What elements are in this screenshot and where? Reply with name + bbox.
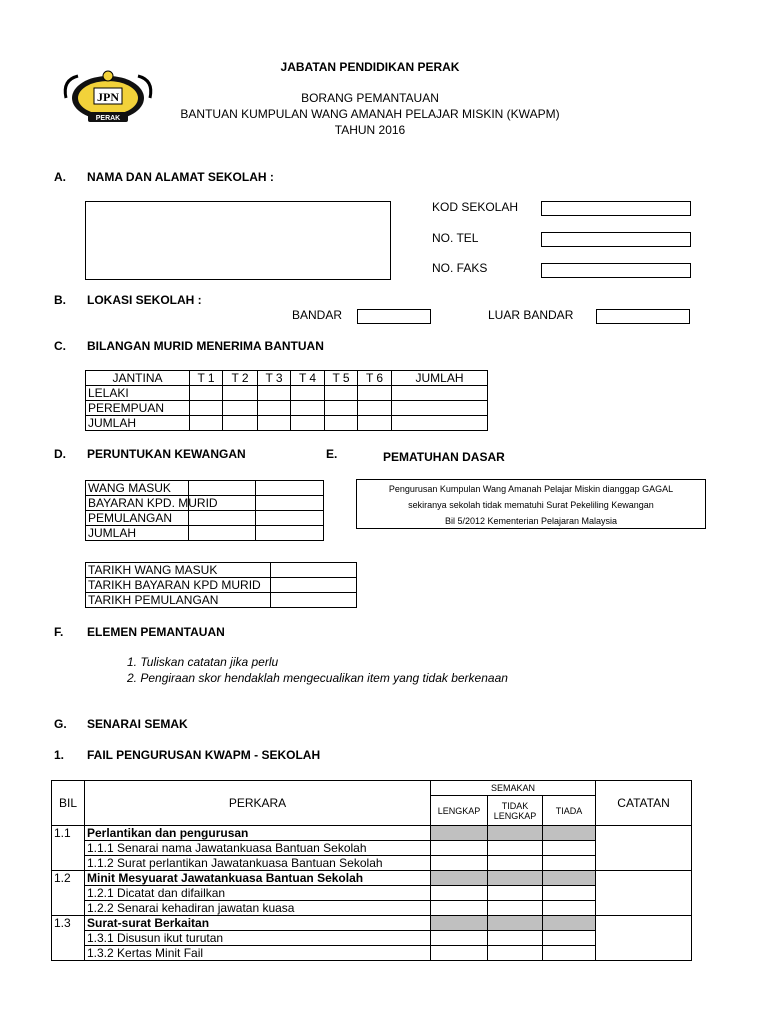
check-cell[interactable] <box>488 901 543 916</box>
check-cell[interactable] <box>543 856 596 871</box>
input-cell[interactable] <box>291 401 325 416</box>
no-tel-field[interactable] <box>541 232 691 247</box>
check-cell[interactable] <box>431 946 488 961</box>
luar-bandar-checkbox[interactable] <box>596 309 690 324</box>
table-row <box>52 856 692 871</box>
instruction-1: 1. Tuliskan catatan jika perlu <box>127 655 279 669</box>
section-c-title: BILANGAN MURID MENERIMA BANTUAN <box>87 339 324 353</box>
input-cell[interactable] <box>258 416 291 431</box>
section-f-letter: F. <box>54 625 64 639</box>
table-row <box>86 578 357 593</box>
item-label: 1.3.2 Kertas Minit Fail <box>85 946 431 961</box>
group-number: 1.2 <box>52 871 85 916</box>
input-cell[interactable] <box>223 386 258 401</box>
col-t1: T 1 <box>190 371 223 386</box>
check-cell <box>488 826 543 841</box>
input-cell[interactable] <box>325 386 358 401</box>
section-a-title: NAMA DAN ALAMAT SEKOLAH : <box>87 170 274 184</box>
col-tidak-lengkap <box>488 796 543 826</box>
table-row <box>86 416 488 431</box>
check-cell <box>488 871 543 886</box>
checklist-table <box>51 780 692 961</box>
input-cell[interactable] <box>256 481 324 496</box>
input-cell[interactable] <box>358 416 392 431</box>
check-cell <box>431 826 488 841</box>
check-cell[interactable] <box>431 841 488 856</box>
check-cell[interactable] <box>543 886 596 901</box>
policy-note-line-3: Bil 5/2012 Kementerian Pelajaran Malaysia <box>444 516 618 526</box>
input-cell[interactable] <box>256 511 324 526</box>
col-perkara: PERKARA <box>85 781 431 826</box>
check-cell <box>488 916 543 931</box>
svg-text:PERAK: PERAK <box>95 115 121 122</box>
col-t2: T 2 <box>223 371 258 386</box>
item-label: 1.2.1 Dicatat dan difailkan <box>85 886 431 901</box>
policy-note-line-2: sekiranya sekolah tidak mematuhi Surat Pekeliling Kewangan <box>408 500 654 510</box>
students-table <box>85 370 488 431</box>
policy-note-line-1: Pengurusan Kumpulan Wang Amanah Pelajar Miskin dianggap GAGAL <box>388 484 674 494</box>
section-c-letter: C. <box>54 339 66 353</box>
check-cell[interactable] <box>488 841 543 856</box>
item-label: 1.1.1 Senarai nama Jawatankuasa Bantuan Sekolah <box>85 841 431 856</box>
input-cell[interactable] <box>190 401 223 416</box>
form-title-2: BANTUAN KUMPULAN WANG AMANAH PELAJAR MISKIN (KWAPM) <box>180 107 560 121</box>
input-cell[interactable] <box>271 593 357 608</box>
section-e-title: PEMATUHAN DASAR <box>383 450 505 464</box>
input-cell[interactable] <box>189 526 256 541</box>
students-header-row <box>86 371 488 386</box>
table-row <box>86 481 324 496</box>
input-cell[interactable] <box>190 416 223 431</box>
kod-sekolah-field[interactable] <box>541 201 691 216</box>
input-cell[interactable] <box>392 416 488 431</box>
svg-text:JPN: JPN <box>97 90 119 104</box>
table-row <box>86 511 324 526</box>
input-cell[interactable] <box>258 386 291 401</box>
section-f-title: ELEMEN PEMANTAUAN <box>87 625 225 639</box>
table-row <box>86 386 488 401</box>
check-cell <box>543 871 596 886</box>
section-e-letter: E. <box>326 447 338 461</box>
check-cell[interactable] <box>488 856 543 871</box>
row-label: TARIKH PEMULANGAN <box>86 593 271 608</box>
row-label: PEMULANGAN <box>86 511 189 526</box>
table-row <box>86 526 324 541</box>
table-row <box>86 563 357 578</box>
col-tidak-text: TIDAK <box>501 800 529 811</box>
section-d-letter: D. <box>54 447 66 461</box>
table-row <box>52 841 692 856</box>
check-cell[interactable] <box>543 946 596 961</box>
col-t6: T 6 <box>358 371 392 386</box>
col-semakan: SEMAKAN <box>431 781 596 796</box>
input-cell[interactable] <box>223 416 258 431</box>
row-label: WANG MASUK <box>86 481 189 496</box>
form-title-1: BORANG PEMANTAUAN <box>301 91 439 105</box>
dates-table <box>85 562 357 608</box>
input-cell[interactable] <box>190 386 223 401</box>
section-a-letter: A. <box>54 170 66 184</box>
col-t5: T 5 <box>325 371 358 386</box>
table-row <box>52 916 692 931</box>
row-label: TARIKH BAYARAN KPD MURID <box>86 578 271 593</box>
group-title: Minit Mesyuarat Jawatankuasa Bantuan Sekolah <box>85 871 431 886</box>
input-cell[interactable] <box>189 481 256 496</box>
input-cell[interactable] <box>291 416 325 431</box>
check-cell[interactable] <box>543 901 596 916</box>
input-cell[interactable] <box>256 496 324 511</box>
luar-bandar-label: LUAR BANDAR <box>488 308 574 322</box>
col-jumlah: JUMLAH <box>392 371 488 386</box>
section-b-title: LOKASI SEKOLAH : <box>87 293 202 307</box>
table-row <box>52 931 692 946</box>
col-tiada: TIADA <box>543 796 596 826</box>
input-cell[interactable] <box>256 526 324 541</box>
input-cell[interactable] <box>325 416 358 431</box>
no-faks-label: NO. FAKS <box>432 261 488 275</box>
check-cell[interactable] <box>543 841 596 856</box>
col-lengkap: LENGKAP <box>431 796 488 826</box>
section-d-title: PERUNTUKAN KEWANGAN <box>87 447 246 461</box>
no-tel-label: NO. TEL <box>432 231 479 245</box>
col-jantina: JANTINA <box>86 371 190 386</box>
input-cell[interactable] <box>358 401 392 416</box>
item-label: 1.1.2 Surat perlantikan Jawatankuasa Bantuan Sekolah <box>85 856 431 871</box>
group-number: 1.1 <box>52 826 85 871</box>
section-g-letter: G. <box>54 717 67 731</box>
row-label: LELAKI <box>86 386 190 401</box>
col-t4: T 4 <box>291 371 325 386</box>
table-row <box>52 901 692 916</box>
policy-note-box <box>356 479 706 529</box>
section-b-letter: B. <box>54 293 66 307</box>
input-cell[interactable] <box>291 386 325 401</box>
catatan-cell[interactable] <box>596 826 692 871</box>
row-label: PEREMPUAN <box>86 401 190 416</box>
col-bil: BIL <box>52 781 85 826</box>
dept-title: JABATAN PENDIDIKAN PERAK <box>280 60 460 74</box>
bandar-checkbox[interactable] <box>357 309 431 324</box>
instruction-2: 2. Pengiraan skor hendaklah mengecualikan item yang tidak berkenaan <box>127 671 508 685</box>
check-cell[interactable] <box>431 886 488 901</box>
check-cell[interactable] <box>431 901 488 916</box>
section-g-title: SENARAI SEMAK <box>87 717 188 731</box>
kod-sekolah-label: KOD SEKOLAH <box>432 200 519 214</box>
check-cell <box>543 916 596 931</box>
table-row <box>52 871 692 886</box>
col-catatan: CATATAN <box>596 781 692 826</box>
group-title: Surat-surat Berkaitan <box>85 916 431 931</box>
row-label: BAYARAN KPD. MURID <box>86 496 189 511</box>
input-cell[interactable] <box>271 563 357 578</box>
check-cell[interactable] <box>488 931 543 946</box>
check-cell <box>543 826 596 841</box>
check-cell[interactable] <box>431 856 488 871</box>
subsection-1-number: 1. <box>54 748 65 762</box>
check-cell[interactable] <box>431 931 488 946</box>
check-cell <box>431 916 488 931</box>
catatan-cell[interactable] <box>596 871 692 916</box>
subsection-1-title: FAIL PENGURUSAN KWAPM - SEKOLAH <box>87 748 321 762</box>
row-label: JUMLAH <box>86 526 189 541</box>
item-label: 1.2.2 Senarai kehadiran jawatan kuasa <box>85 901 431 916</box>
catatan-cell[interactable] <box>596 916 692 961</box>
no-faks-field[interactable] <box>541 263 691 278</box>
row-label: JUMLAH <box>86 416 190 431</box>
check-cell[interactable] <box>543 931 596 946</box>
check-cell <box>431 871 488 886</box>
check-cell[interactable] <box>488 946 543 961</box>
item-label: 1.3.1 Disusun ikut turutan <box>85 931 431 946</box>
input-cell[interactable] <box>325 401 358 416</box>
form-title-3: TAHUN 2016 <box>334 123 406 137</box>
table-row <box>86 496 324 511</box>
input-cell[interactable] <box>223 401 258 416</box>
table-row <box>52 886 692 901</box>
check-cell[interactable] <box>488 886 543 901</box>
input-cell[interactable] <box>358 386 392 401</box>
row-label: TARIKH WANG MASUK <box>86 563 271 578</box>
group-title: Perlantikan dan pengurusan <box>85 826 431 841</box>
table-row <box>86 401 488 416</box>
bandar-label: BANDAR <box>292 308 343 322</box>
input-cell[interactable] <box>392 401 488 416</box>
school-address-box[interactable] <box>85 201 391 280</box>
group-number: 1.3 <box>52 916 85 961</box>
input-cell[interactable] <box>392 386 488 401</box>
table-row <box>52 826 692 841</box>
table-row <box>86 593 357 608</box>
input-cell[interactable] <box>189 511 256 526</box>
finance-table <box>85 480 324 541</box>
col-lengkap-text: LENGKAP <box>493 810 537 821</box>
col-t3: T 3 <box>258 371 291 386</box>
table-row <box>52 946 692 961</box>
input-cell[interactable] <box>271 578 357 593</box>
input-cell[interactable] <box>258 401 291 416</box>
checklist-header-row <box>52 781 692 796</box>
